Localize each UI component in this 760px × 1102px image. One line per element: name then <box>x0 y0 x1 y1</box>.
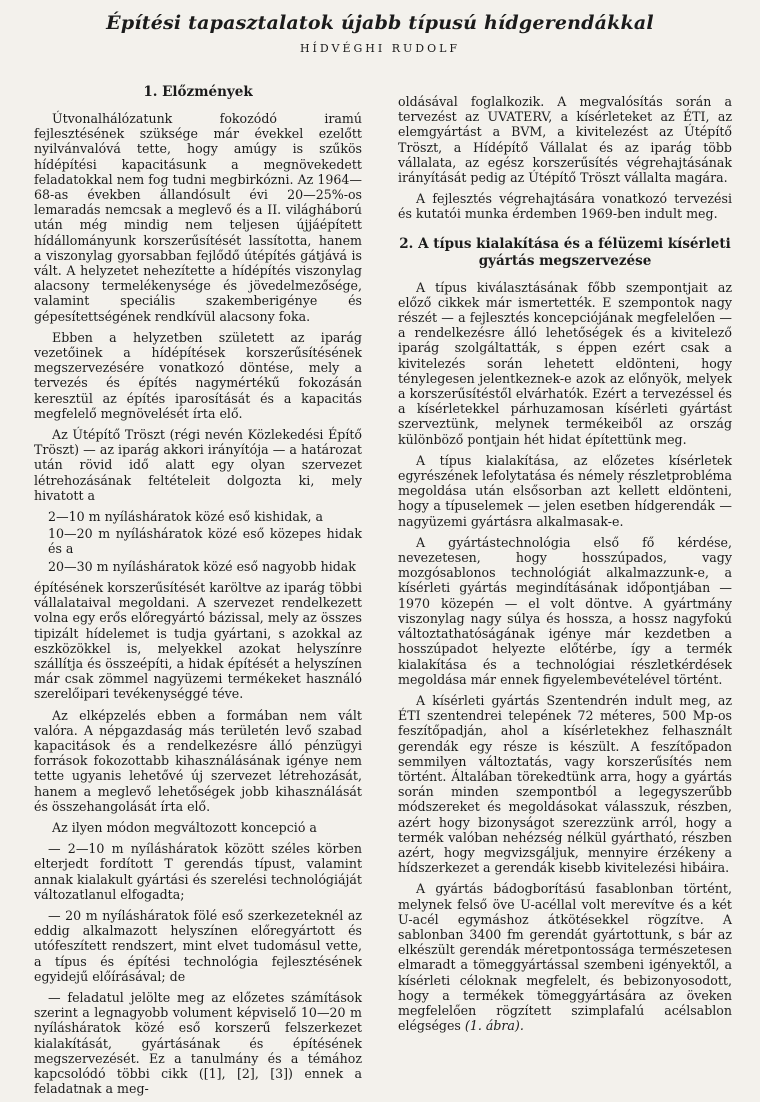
span-list-item: 2—10 m nyílásháratok közé eső kishidak, a <box>48 509 324 525</box>
left-column <box>34 84 362 1102</box>
dash-item: — 20 m nyílásháratok fölé eső szerkezeteknél az eddig alkalmazott helyszínen előregyártott és utófeszített rendszert, mint elvet tudomásul vette, a típus és építési technológia fejlesztésének egyidejű előírásával; de <box>34 907 362 984</box>
paragraph: Az Útépítő Tröszt (régi nevén Közlekedési Építő Tröszt) — az iparág akkori irányítója — a határozat után rövid idő alatt egy olyan szervezet létrehozásának feltételeit dolgozta ki, mely hivatott a <box>34 427 362 503</box>
paragraph <box>398 881 732 1033</box>
article-author: HÍDVÉGHI RUDOLF <box>299 42 461 55</box>
dash-item: — feladatul jelölte meg az előzetes számítások szerint a legnagyobb volument képviselő 10—20 m nyílásháratok közé eső korszerű felszerkezet kialakítását, gyártásának és építésének megszervezését. Ez a tanulmány és a témához kapcsolódó többi cikk ([1], [2], [3]) ennek a feladatnak a meg- <box>34 989 362 1097</box>
right-column <box>398 94 732 1039</box>
paragraph: A gyártástechnológia első fő kérdése, nevezetesen, hogy hosszúpados, vagy mozgósablonos technológiát alkalmazzunk-e, a kísérleti gyártás megindításának időpontjában — 1970 közepén — el volt döntve. A gyártmány viszonylag nagy súlya és hossza, a hossz nagyfokú változtathatóságának igénye már kezdetben a hosszúpadot helyezte előtérbe, így a termék kialakítása és a technológiai részletkérdések megoldása már ennek figyelembevételével történt. <box>398 534 732 687</box>
paragraph: A fejlesztés végrehajtására vonatkozó tervezési és kutatói munka érdemben 1969-ben indult meg. <box>398 191 732 222</box>
paragraph: Ebben a helyzetben született az iparág vezetőinek a hídépítések korszerűsítésének megszervezésére vonatkozó döntése, mely a tervezés és építés nagymértékű fokozásán keresztül az építés iparosítását és a kapacitás megfelelő megnövelését írta elő. <box>34 329 362 421</box>
paragraph: építésének korszerűsítését karöltve az iparág többi vállalataival megoldani. A szervezet rendelkezett volna egy erős előregyártó bázissal, mely az összes tipizált hídelemet is tudja gyártani, s azokkal az eszközökkel is, melyekkel azokat helyszínre szállítja és összeépíti, a hidak építését a helyszínen már csak zömmel nagyüzemi termékeket használó szerelőipari tevékenységgé téve. <box>34 579 362 702</box>
dash-item: — 2—10 m nyílásháratok között széles körben elterjedt fordított T gerendás típust, valamint annak kialakult gyártási és szerelési technológiáját változatlanul elfogadta; <box>34 841 362 902</box>
paragraph: Az elképzelés ebben a formában nem vált valóra. A népgazdaság más területén levő szabad kapacitások és a rendelkezésre álló pénzügyi források fokozottabb kihasználásának igénye nem tette ugyanis lehetővé új szervezet létrehozását, hanem a meglevő lehetőségek jobb kihasználását és összehangolását írta elő. <box>34 707 362 814</box>
section-heading-2: 2. A típus kialakítása és a félüzemi kísérleti gyártás megszervezése <box>399 235 731 269</box>
paragraph-text: A gyártás bádogborítású fasablonban történt, melynek felső öve U-acéllal volt merevítve és a két U-acél egymáshoz átkötésekkel rögzítve. A sablonban 3400 fm gerendát gyártottunk, s bár az elkészült gerendák méretpontossága természetesen elmaradt a tömeggyártással szembeni igényektől, a kísérleti céloknak megfelelt, és bebizonyosodott, hogy a termékek tömeggyártására az öveken megfelelően rögzített szimplafalú acélsablon elégséges <box>398 881 732 1034</box>
span-list-item: 10—20 m nyílásháratok közé eső közepes hidak és a <box>48 526 362 557</box>
paragraph: Az ilyen módon megváltozott koncepció a <box>52 819 317 835</box>
paragraph: A típus kiválasztásának főbb szempontjait az előző cikkek már ismertették. E szempontok nagy részét — a fejlesztés koncepciójának megfelelően — a rendelkezésre álló lehetőségek és a kivitelező iparág szolgáltatták, s éppen ezért csak a kivitelezés során lehetett eldönteni, hogy ténylegesen jelentkeznek-e azok az előnyök, melyek a korszerűsítéstől elvárhatók. Ezért a tervezéssel és a kísérletekkel párhuzamosan kísérleti gyártást szerveztünk, melynek termékeiből az ország különböző pontjain hét hidat építettünk meg. <box>398 279 732 447</box>
paragraph: Útvonalhálózatunk fokozódó iramú fejlesztésének szüksége már évekkel ezelőtt nyilvánvalóvá tette, hogy amúgy is szűkös hídépítési kapacitásunk a megnövekedett feladatokkal nem fog tudni megbirkózni. Az 1964—68-as években állandósult évi 20—25%-os lemaradás nemcsak a meglevő és a II. világháború után még mindig nem teljesen újjáépített hídállományunk korszerűsítését lassította, hanem a viszonylag gyorsabban fejlődő útépítés gátjává is vált. A helyzetet nehezítette a hídépítés viszonylag alacsony termelékenysége és jövedelmezősége, valamint speciális szakemberigénye és gépesítettségének rendkívül alacsony foka. <box>34 111 362 324</box>
figure-reference: (1. ábra). <box>464 1018 524 1034</box>
paragraph: A típus kialakítása, az előzetes kísérletek egyrészének lefolytatása és némely részletprobléma megoldása után elsősorban azt kellett eldönteni, hogy a típuselemek — jelen esetben hídgerendák — nagyüzemi gyártásra alkalmasak-e. <box>398 452 732 529</box>
paragraph: oldásával foglalkozik. A megvalósítás során a tervezést az UVATERV, a kísérleteket az ÉTI, az elemgyártást a BVM, a kivitelezést az Útépítő Tröszt, a Hídépítő Vállalat és az iparág több vállalata, az egész korszerűsítés végrehajtásának irányítását pedig az Útépítő Tröszt vállalta magára. <box>398 94 732 186</box>
section-heading-1: 1. Előzmények <box>143 84 253 100</box>
span-list-item: 20—30 m nyílásháratok közé eső nagyobb hidak <box>48 558 356 574</box>
paragraph: A kísérleti gyártás Szentendrén indult meg, az ÉTI szentendrei telepének 72 méteres, 500 Mp-os feszítőpadján, ahol a kísérletekhez felhasznált gerendák egy része is készült. A feszítőpadon semmilyen változtatás, vagy korszerűsítés nem történt. Általában törekedtünk arra, hogy a gyártás során minden szempontból a legegyszerűbb módszereket és megoldásokat válasszuk, részben, azért hogy bizonyságot szerezzünk arról, hogy a termék valóban nehézség nélkül gyártható, részben azért, hogy megvizsgáljuk, mennyire érzékeny a hídszerkezet a gerendák kisebb kivitelezési hibáira. <box>398 692 732 876</box>
article-title: Építési tapasztalatok újabb típusú hídgerendákkal <box>106 12 654 34</box>
